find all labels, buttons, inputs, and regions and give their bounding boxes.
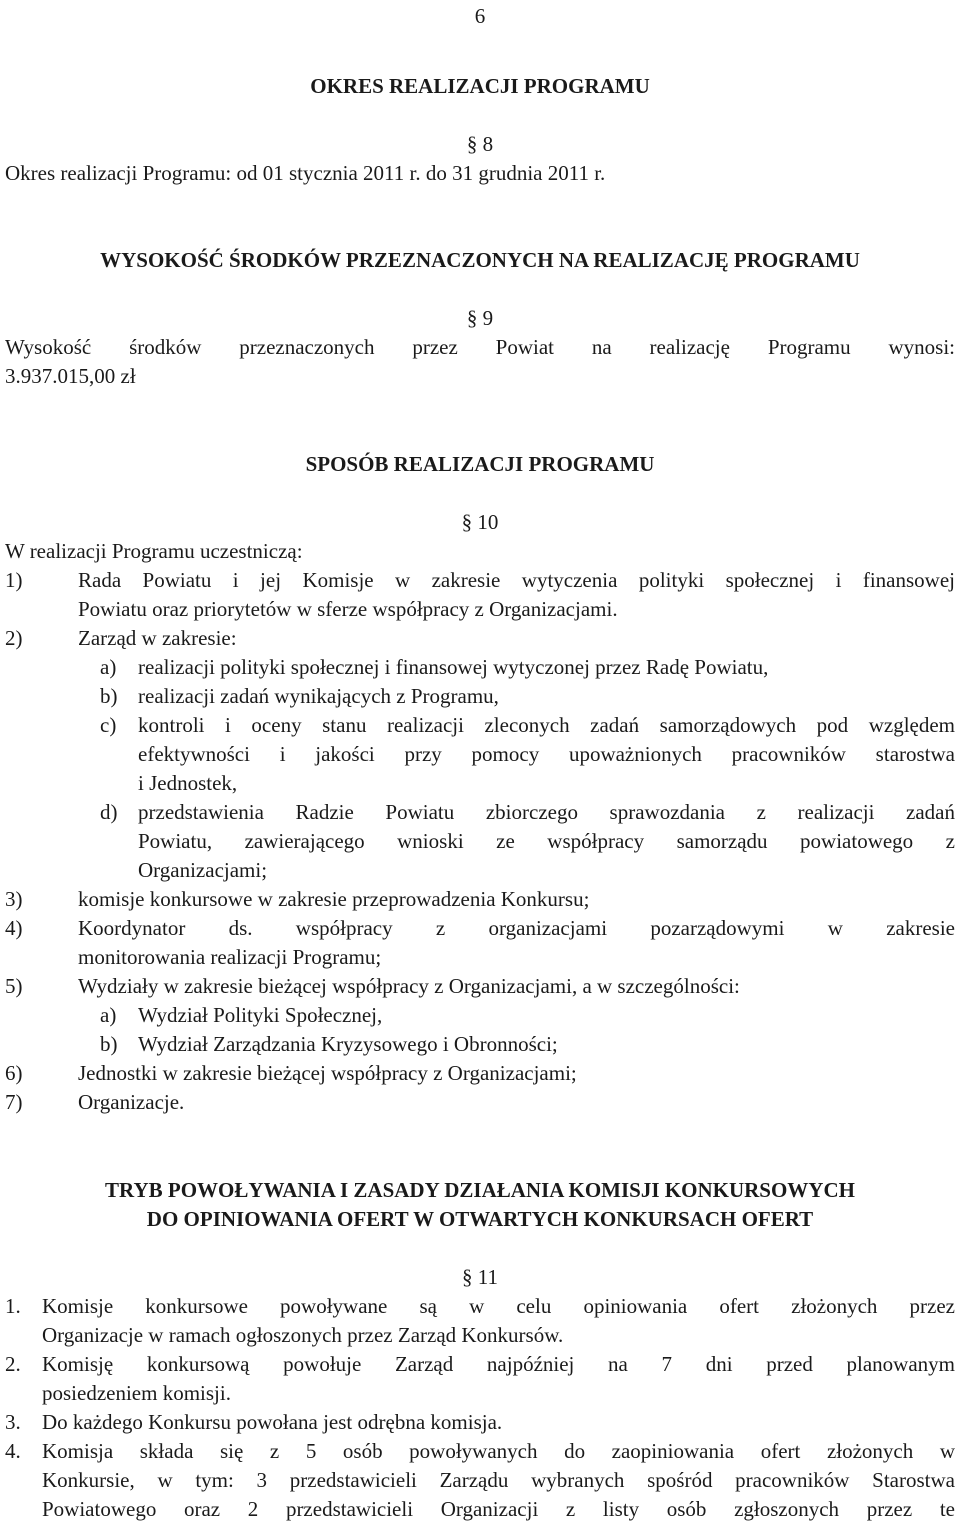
section-heading-tryb-line1: TRYB POWOŁYWANIA I ZASADY DZIAŁANIA KOMISJI KONKURSOWYCH	[105, 1178, 855, 1202]
sposob-item-number: a)	[100, 655, 117, 679]
tryb-item-number: 3.	[5, 1410, 21, 1434]
tryb-item-line: Do każdego Konkursu powołana jest odrębna komisja.	[42, 1410, 503, 1434]
sposob-item-number: 5)	[5, 974, 23, 998]
sposob-item-number: c)	[100, 713, 117, 737]
tryb-item-line: Komisję konkursową powołuje Zarząd najpóźniej na 7 dni przed planowanym	[42, 1352, 955, 1376]
sposob-item-line: Rada Powiatu i jej Komisje w zakresie wytyczenia polityki społecznej i finansowej	[78, 568, 955, 592]
sposob-item-line: monitorowania realizacji Programu;	[78, 945, 382, 969]
tryb-item-line: posiedzeniem komisji.	[42, 1381, 231, 1405]
sposob-intro: W realizacji Programu uczestniczą:	[5, 539, 303, 563]
sposob-item-line: efektywności i jakości przy pomocy upoważnionych pracowników starostwa	[138, 742, 955, 766]
tryb-item-line: Powiatowego oraz 2 przedstawicieli Organizacji z listy osób zgłoszonych przez te	[42, 1497, 955, 1521]
tryb-item-line: Organizacje w ramach ogłoszonych przez Zarząd Konkursów.	[42, 1323, 564, 1347]
sposob-item-line: realizacji zadań wynikających z Programu,	[138, 684, 499, 708]
sposob-item-number: 4)	[5, 916, 23, 940]
sposob-item-line: Koordynator ds. współpracy z organizacjami pozarządowymi w zakresie	[78, 916, 955, 940]
sposob-item-number: a)	[100, 1003, 117, 1027]
paragraph-number-9: § 9	[466, 306, 494, 330]
section-heading-tryb-line2: DO OPINIOWANIA OFERT W OTWARTYCH KONKURSACH OFERT	[146, 1207, 814, 1231]
sposob-item-number: 2)	[5, 626, 23, 650]
sposob-item-line: Organizacje.	[78, 1090, 185, 1114]
section-heading-sposob: SPOSÓB REALIZACJI PROGRAMU	[305, 452, 655, 476]
paragraph-number-11: § 11	[462, 1265, 498, 1289]
sposob-item-number: 3)	[5, 887, 23, 911]
wysokosc-text-line1: Wysokość środków przeznaczonych przez Powiat na realizację Programu wynosi:	[5, 335, 955, 359]
paragraph-number-8: § 8	[466, 132, 494, 156]
sposob-item-number: b)	[100, 684, 118, 708]
sposob-item-line: Jednostki w zakresie bieżącej współpracy z Organizacjami;	[78, 1061, 577, 1085]
sposob-item-line: Wydziały w zakresie bieżącej współpracy z Organizacjami, a w szczególności:	[78, 974, 740, 998]
sposob-item-line: i Jednostek,	[138, 771, 238, 795]
sposob-item-line: Zarząd w zakresie:	[78, 626, 237, 650]
sposob-item-line: Powiatu, zawierającego wnioski ze współpracy samorządu powiatowego z	[138, 829, 955, 853]
sposob-item-line: przedstawienia Radzie Powiatu zbiorczego sprawozdania z realizacji zadań	[138, 800, 955, 824]
tryb-item-number: 2.	[5, 1352, 21, 1376]
sposob-item-line: realizacji polityki społecznej i finansowej wytyczonej przez Radę Powiatu,	[138, 655, 769, 679]
sposob-item-line: Organizacjami;	[138, 858, 268, 882]
tryb-item-number: 4.	[5, 1439, 21, 1463]
okres-text: Okres realizacji Programu: od 01 stycznia 2011 r. do 31 grudnia 2011 r.	[5, 161, 606, 185]
sposob-item-line: Wydział Zarządzania Kryzysowego i Obronności;	[138, 1032, 558, 1056]
tryb-item-number: 1.	[5, 1294, 21, 1318]
sposob-item-number: b)	[100, 1032, 118, 1056]
page-number: 6	[474, 4, 486, 28]
section-heading-wysokosc: WYSOKOŚĆ ŚRODKÓW PRZEZNACZONYCH NA REALIZACJĘ PROGRAMU	[100, 248, 860, 272]
wysokosc-amount: 3.937.015,00 zł	[5, 364, 136, 388]
paragraph-number-10: § 10	[461, 510, 499, 534]
sposob-item-number: d)	[100, 800, 118, 824]
sposob-item-line: kontroli i oceny stanu realizacji zleconych zadań samorządowych pod względem	[138, 713, 955, 737]
section-heading-okres: OKRES REALIZACJI PROGRAMU	[310, 74, 650, 98]
sposob-item-number: 6)	[5, 1061, 23, 1085]
sposob-item-number: 1)	[5, 568, 23, 592]
sposob-item-number: 7)	[5, 1090, 23, 1114]
tryb-item-line: Komisje konkursowe powoływane są w celu opiniowania ofert złożonych przez	[42, 1294, 955, 1318]
sposob-item-line: Powiatu oraz priorytetów w sferze współpracy z Organizacjami.	[78, 597, 618, 621]
tryb-item-line: Komisja składa się z 5 osób powoływanych do zaopiniowania ofert złożonych w	[42, 1439, 955, 1463]
tryb-item-line: Konkursie, w tym: 3 przedstawicieli Zarządu wybranych spośród pracowników Starostwa	[42, 1468, 955, 1492]
sposob-item-line: Wydział Polityki Społecznej,	[138, 1003, 383, 1027]
sposob-item-line: komisje konkursowe w zakresie przeprowadzenia Konkursu;	[78, 887, 590, 911]
